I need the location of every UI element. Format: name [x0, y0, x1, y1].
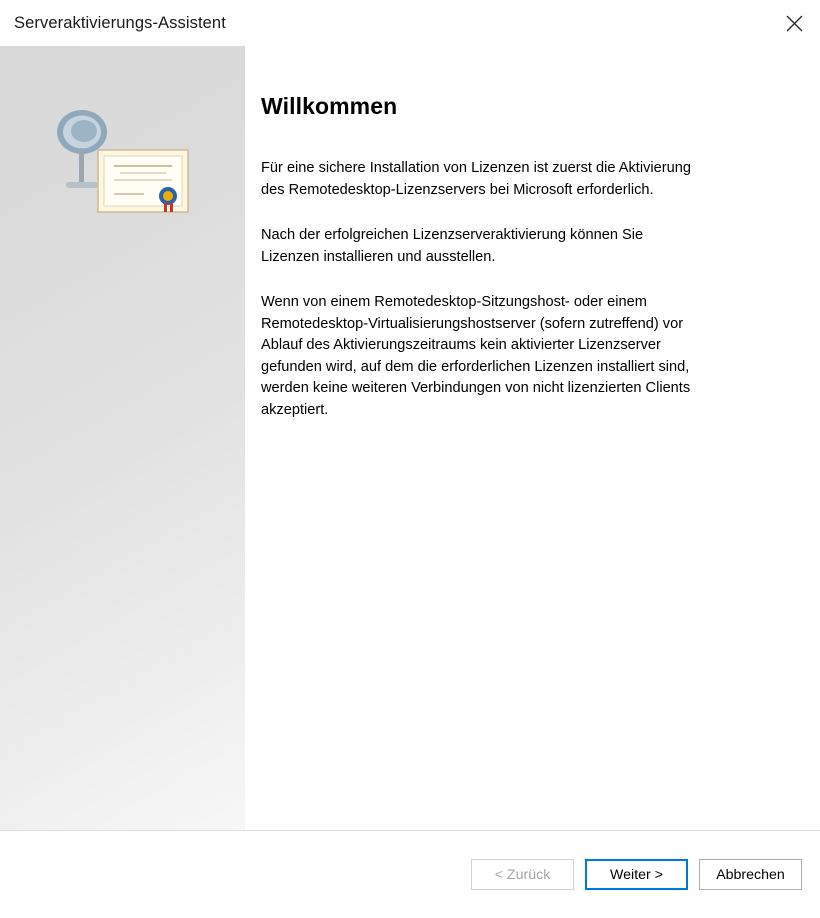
- next-button[interactable]: Weiter >: [585, 859, 688, 890]
- intro-paragraph-2: Nach der erfolgreichen Lizenzserveraktivierung können Sie Lizenzen installieren und ausstellen.: [261, 227, 644, 265]
- intro-paragraph-3: Wenn von einem Remotedesktop-Sitzungshost- oder einem Remotedesktop-Virtualisierungshostserver (sofern zutreffend) vor Ablauf des Aktivierungszeitraums kein aktivierter Lizenzserver gefunden wird, auf dem die erforderlichen Lizenzen installiert sind, werden keine weiteren Verbindungen von nicht lizenzierten Clients akzeptiert.: [261, 294, 691, 418]
- page-title: Willkommen: [261, 93, 398, 119]
- window-title: Serveraktivierungs-Assistent: [14, 13, 226, 32]
- wizard-content: [245, 46, 820, 830]
- close-icon[interactable]: [768, 1, 820, 45]
- license-certificate-illustration: [40, 104, 200, 229]
- wizard-sidebar: [0, 46, 245, 830]
- wizard-body: [0, 46, 820, 830]
- cancel-button[interactable]: Abbrechen: [699, 859, 802, 890]
- intro-paragraph-1: Für eine sichere Installation von Lizenzen ist zuerst die Aktivierung des Remotedesktop-Lizenzservers bei Microsoft erforderlich.: [261, 160, 691, 198]
- back-button[interactable]: < Zurück: [471, 859, 574, 890]
- title-bar: [0, 0, 820, 46]
- wizard-footer: [0, 830, 820, 918]
